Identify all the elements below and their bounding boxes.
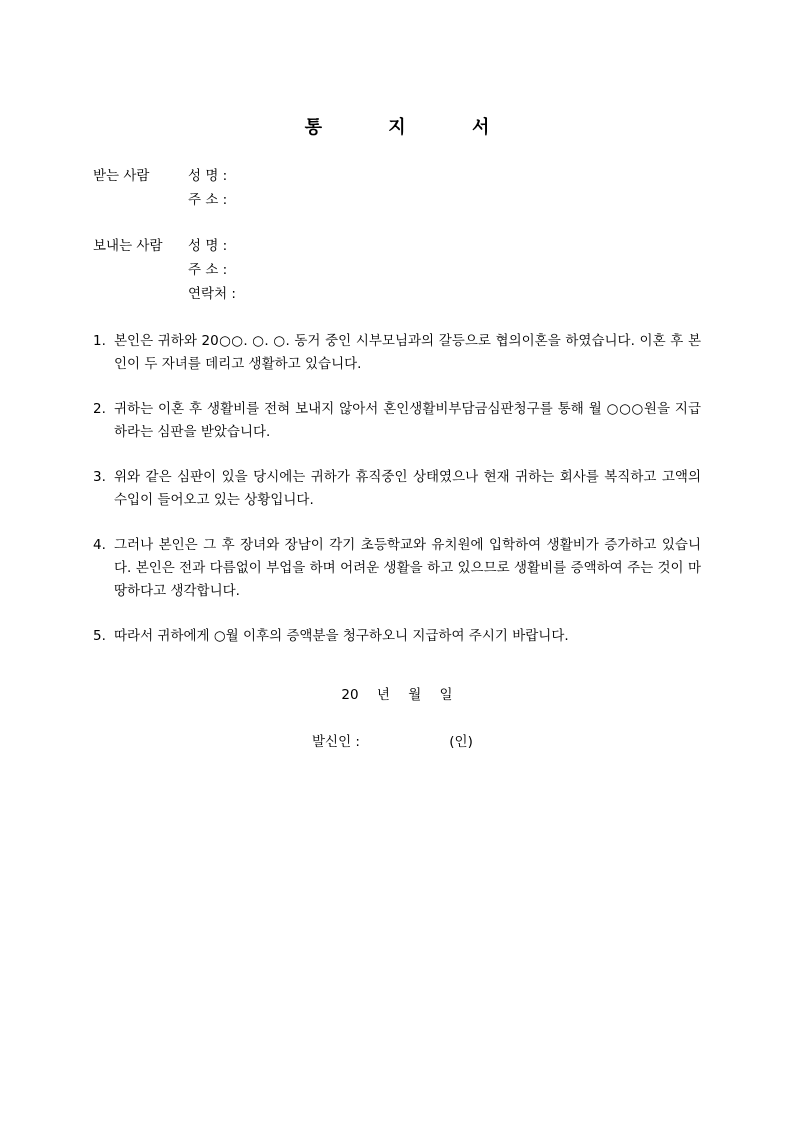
notice-items <box>93 330 701 670</box>
seal-mark: (인) <box>449 734 473 750</box>
signature-label: 발신인 : <box>312 734 360 750</box>
item-number: 2. <box>93 401 106 417</box>
recipient-name-label: 성 명 : <box>188 168 228 184</box>
sender-address-label: 주 소 : <box>188 262 228 278</box>
sender-name-label: 성 명 : <box>188 238 228 254</box>
notice-item <box>93 330 701 376</box>
item-text: 귀하는 이혼 후 생활비를 전혀 보내지 않아서 혼인생활비부담금심판청구를 통해 월 ○○○원을 지급하라는 심판을 받았습니다. <box>114 401 701 440</box>
notice-item <box>93 398 701 444</box>
item-number: 5. <box>93 628 106 644</box>
item-text: 따라서 귀하에게 ○월 이후의 증액분을 청구하오니 지급하여 주시기 바랍니다. <box>114 628 569 644</box>
notice-item <box>93 625 701 648</box>
sender-contact-label: 연락처 : <box>188 286 236 302</box>
notice-item <box>93 466 701 512</box>
item-text: 본인은 귀하와 20○○. ○. ○. 동거 중인 시부모님과의 갈등으로 협의이혼을 하였습니다. 이혼 후 본인이 두 자녀를 데리고 생활하고 있습니다. <box>114 333 701 372</box>
document-title: 통 지 서 <box>304 117 520 138</box>
item-number: 4. <box>93 537 106 553</box>
item-number: 3. <box>93 469 106 485</box>
notice-item <box>93 534 701 603</box>
recipient-address-label: 주 소 : <box>188 192 228 208</box>
item-text: 위와 같은 심판이 있을 당시에는 귀하가 휴직중인 상태였으나 현재 귀하는 회사를 복직하고 고액의 수입이 들어오고 있는 상황입니다. <box>114 469 701 508</box>
item-number: 1. <box>93 333 106 349</box>
item-text: 그러나 본인은 그 후 장녀와 장남이 각기 초등학교와 유치원에 입학하여 생활비가 증가하고 있습니다. 본인은 전과 다름없이 부업을 하며 어려운 생활을 하고 있으므로 생활비를 증액하여 주는 것이 마땅하다고 생각합니다. <box>114 537 701 599</box>
signature-line <box>312 730 473 750</box>
date-line: 20 년 월 일 <box>341 687 453 703</box>
sender-label: 보내는 사람 <box>93 238 163 254</box>
recipient-label: 받는 사람 <box>93 168 150 184</box>
